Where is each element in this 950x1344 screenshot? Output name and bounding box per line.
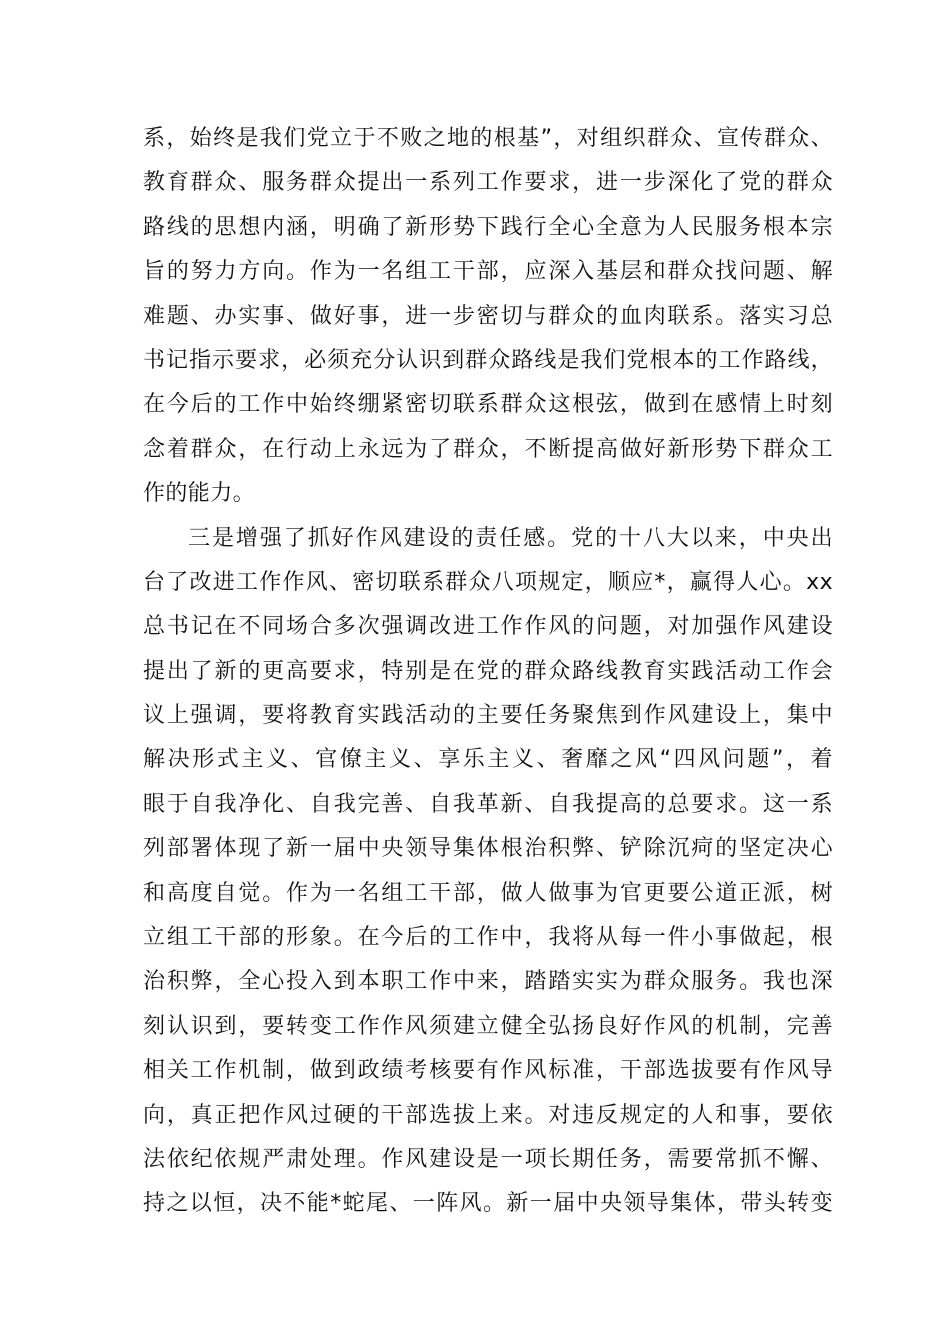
text-line: 教育群众、服务群众提出一系列工作要求，进一步深化了党的群众 [143, 170, 833, 196]
text-line: 解决形式主义、官僚主义、享乐主义、奢靡之风“四风问题”，着 [143, 747, 833, 773]
body-text [143, 117, 833, 1227]
text-line: 列部署体现了新一届中央领导集体根治积弊、铲除沉疴的坚定决心 [143, 836, 833, 862]
text-line: 法依纪依规严肃处理。作风建设是一项长期任务，需要常抓不懈、 [143, 1146, 833, 1172]
text-line: 难题、办实事、做好事，进一步密切与群众的血肉联系。落实习总 [143, 303, 833, 329]
text-line: 治积弊，全心投入到本职工作中来，踏踏实实为群众服务。我也深 [143, 969, 833, 995]
text-line: 书记指示要求，必须充分认识到群众路线是我们党根本的工作路线， [143, 347, 833, 373]
text-line: 向，真正把作风过硬的干部选拔上来。对违反规定的人和事，要依 [143, 1102, 833, 1128]
text-line: 总书记在不同场合多次强调改进工作作风的问题，对加强作风建设 [143, 614, 833, 640]
text-line: 系，始终是我们党立于不败之地的根基”，对组织群众、宣传群众、 [143, 126, 833, 151]
text-line: 路线的思想内涵，明确了新形势下践行全心全意为人民服务根本宗 [143, 214, 833, 240]
text-line: 念着群众，在行动上永远为了群众，不断提高做好新形势下群众工 [143, 436, 833, 462]
text-line: 持之以恒，决不能*蛇尾、一阵风。新一届中央领导集体，带头转变 [143, 1191, 833, 1217]
text-line: 台了改进工作作风、密切联系群众八项规定，顺应*，赢得人心。xx [143, 569, 833, 595]
text-line: 在今后的工作中始终绷紧密切联系群众这根弦，做到在感情上时刻 [143, 392, 833, 418]
text-line: 相关工作机制，做到政绩考核要有作风标准，干部选拔要有作风导 [143, 1058, 833, 1084]
text-line: 提出了新的更高要求，特别是在党的群众路线教育实践活动工作会 [143, 658, 833, 684]
text-line: 刻认识到，要转变工作作风须建立健全弘扬良好作风的机制，完善 [143, 1013, 833, 1039]
paragraph-first-line: 三是增强了抓好作风建设的责任感。党的十八大以来，中央出 [188, 525, 833, 551]
text-line: 议上强调，要将教育实践活动的主要任务聚焦到作风建设上，集中 [143, 703, 833, 729]
text-line: 眼于自我净化、自我完善、自我革新、自我提高的总要求。这一系 [143, 791, 833, 817]
text-line: 和高度自觉。作为一名组工干部，做人做事为官更要公道正派，树 [143, 880, 833, 906]
text-line: 作的能力。 [143, 481, 256, 507]
text-line: 立组工干部的形象。在今后的工作中，我将从每一件小事做起，根 [143, 925, 833, 951]
text-line: 旨的努力方向。作为一名组工干部，应深入基层和群众找问题、解 [143, 259, 833, 285]
